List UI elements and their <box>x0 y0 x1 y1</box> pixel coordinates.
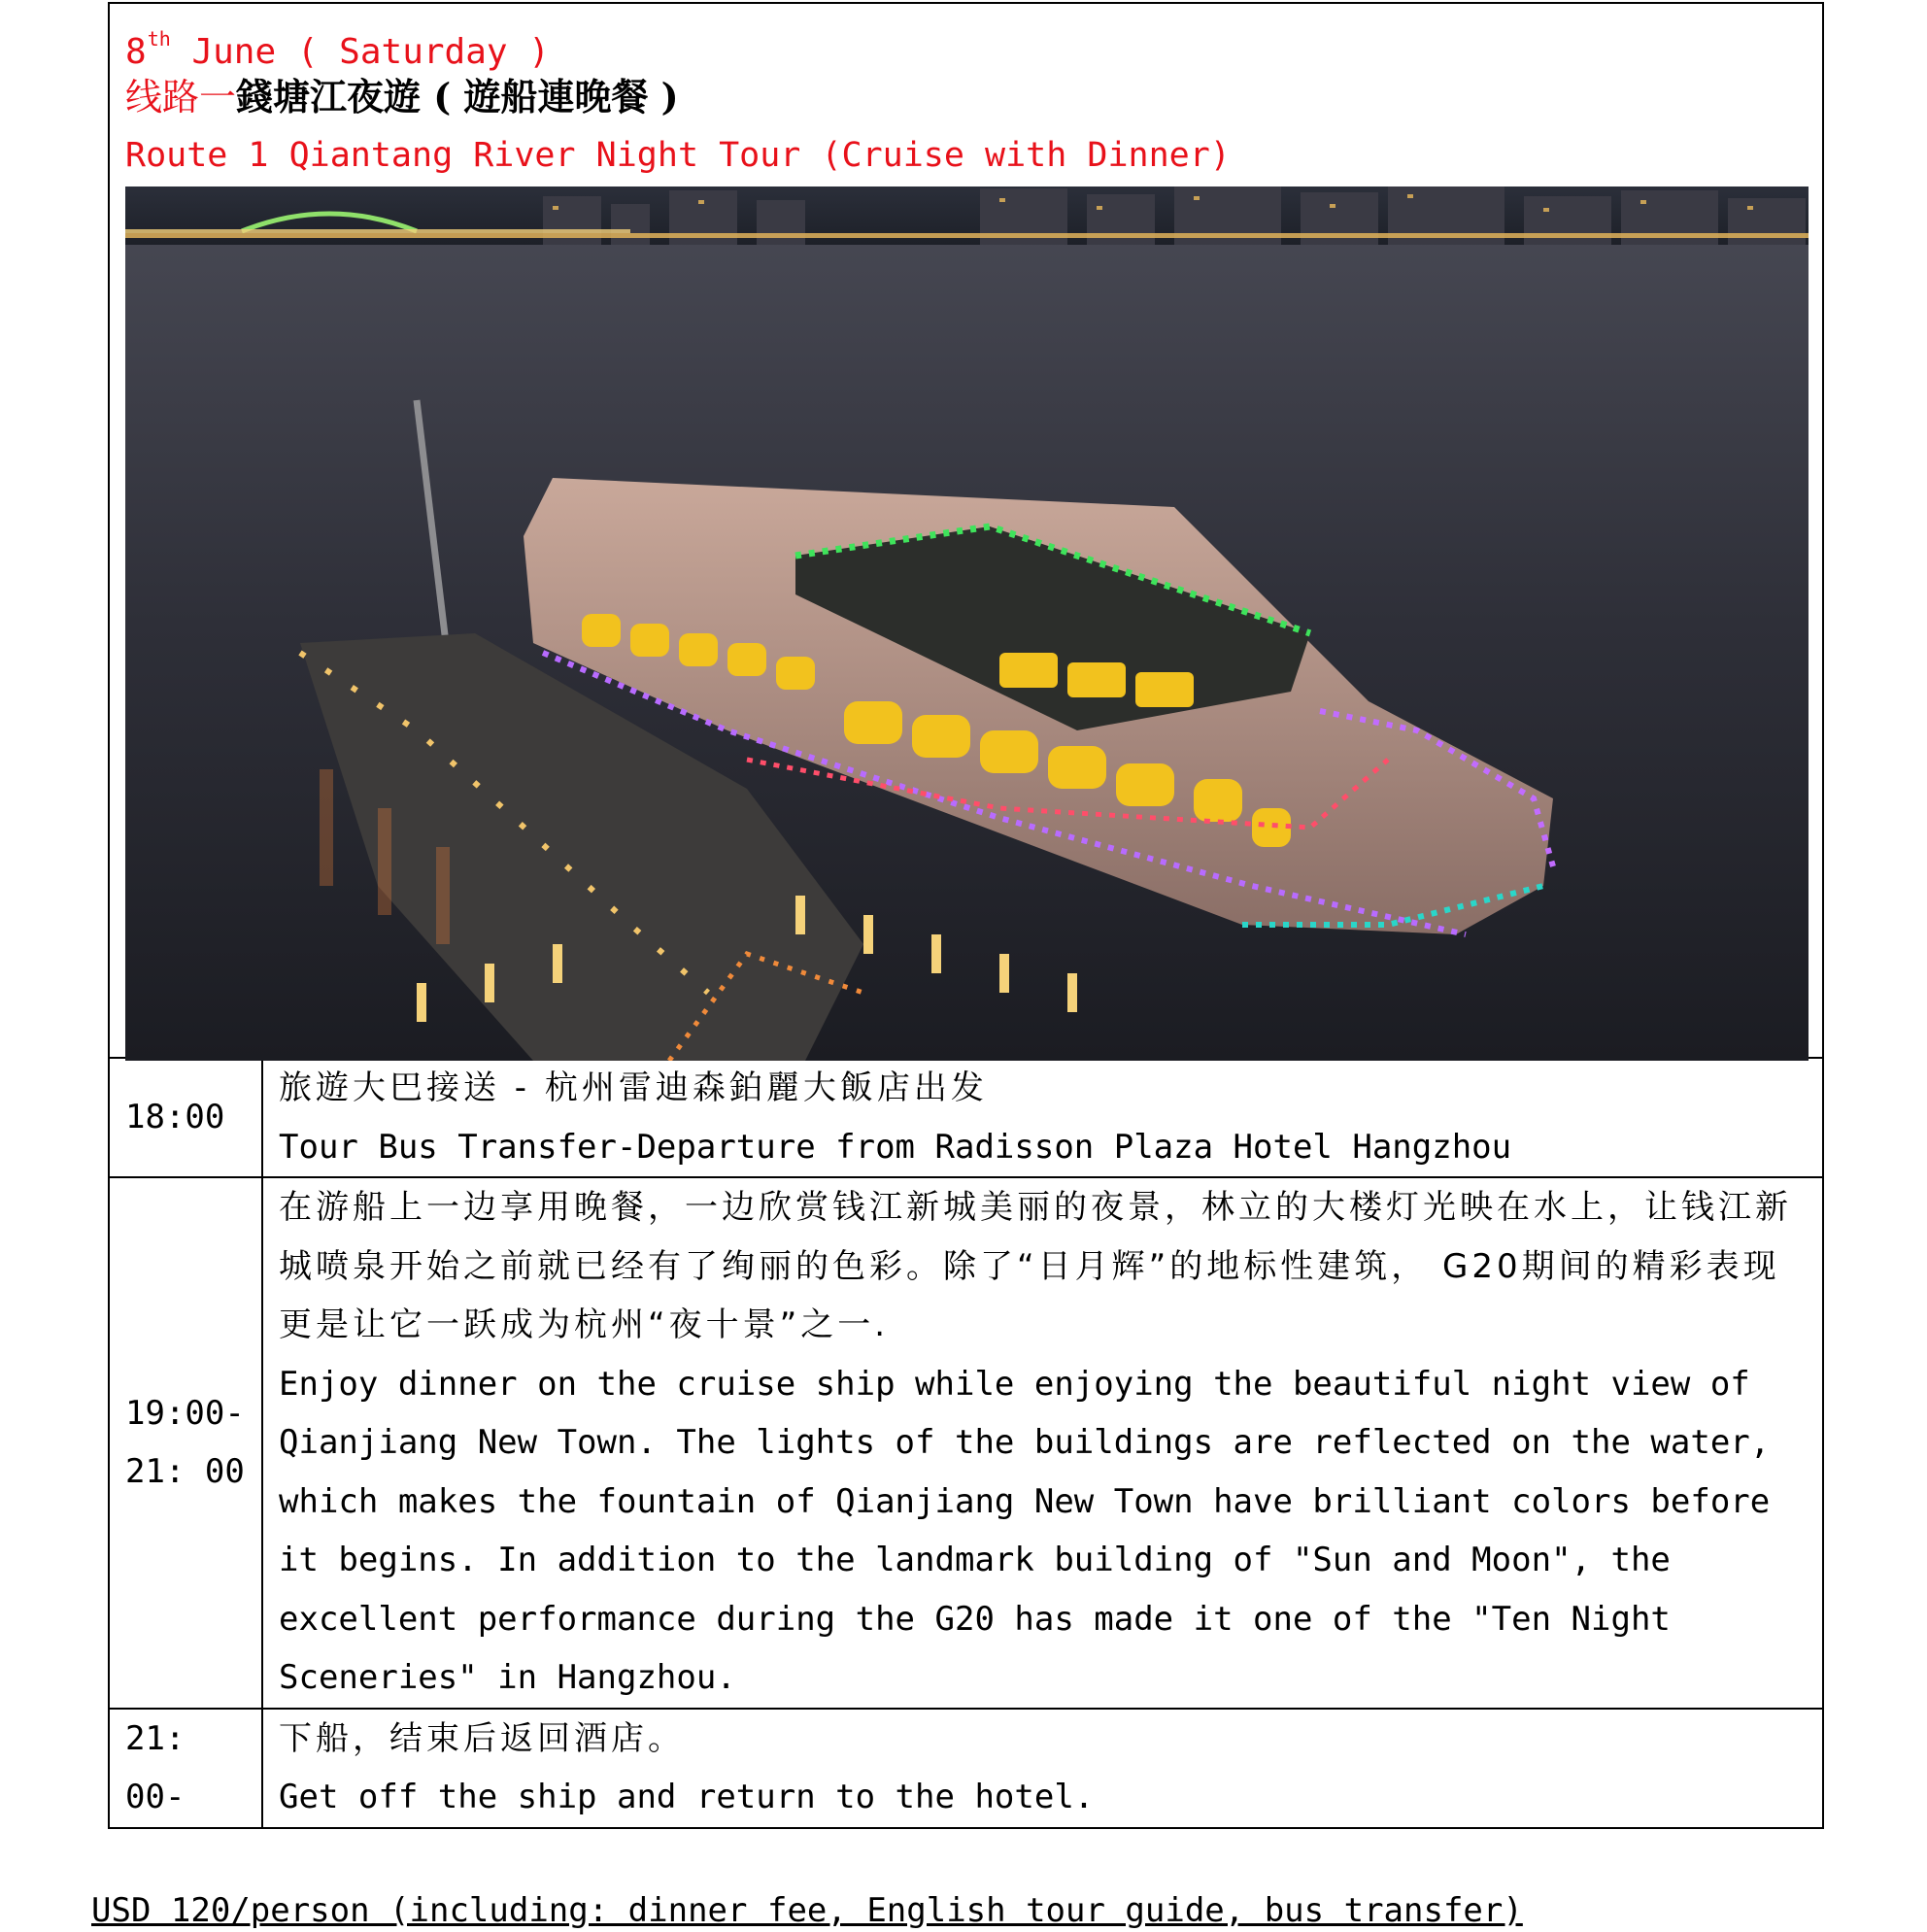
date-rest: June ( Saturday ) <box>170 32 550 72</box>
route-title-chinese <box>125 68 1807 126</box>
description-english: Enjoy dinner on the cruise ship while enjoying the beautiful night view of Qianjiang New Town. The lights of the buildings are reflected on the water, which makes the fountain of Qianjiang New Town have brilliant colors before it begins. In addition to the landmark building of "Sun and Moon", the excellent performance during the G20 has made it one of the "Ten Night Sceneries" in Hangzhou. <box>279 1364 1771 1697</box>
description-chinese: 旅遊大巴接送 - 杭州雷迪森鉑麗大飯店出发 <box>279 1068 988 1107</box>
price-note: USD 120/person (including: dinner fee, English tour guide, bus transfer) <box>91 1891 1523 1930</box>
table-row <box>109 1709 1823 1828</box>
table-row <box>109 1177 1823 1709</box>
route-number-chinese: 线路一 <box>125 76 237 119</box>
date-day: 8 <box>125 32 147 72</box>
schedule-description <box>262 1177 1823 1709</box>
description-chinese: 下船，结束后返回酒店。 <box>279 1718 685 1758</box>
schedule-description <box>262 1058 1823 1177</box>
schedule-time: 21: 00- <box>109 1709 262 1828</box>
date-heading <box>125 10 1807 72</box>
cruise-ship-night-photo <box>125 186 1809 1061</box>
route-name-chinese: 錢塘江夜遊 ( 遊船連晚餐 ) <box>236 75 679 119</box>
date-suffix: th <box>147 27 171 51</box>
schedule-time: 18:00 <box>109 1058 262 1177</box>
itinerary-sheet <box>108 2 1824 1829</box>
description-english: Get off the ship and return to the hotel. <box>279 1778 1095 1816</box>
schedule-time: 19:00-21: 00 <box>109 1177 262 1709</box>
schedule-table <box>108 1057 1824 1829</box>
table-row <box>109 1058 1823 1177</box>
description-english: Tour Bus Transfer-Departure from Radisson Plaza Hotel Hangzhou <box>279 1127 1512 1167</box>
schedule-description <box>262 1709 1823 1828</box>
description-chinese: 在游船上一边享用晚餐，一边欣赏钱江新城美丽的夜景，林立的大楼灯光映在水上，让钱江新城喷泉开始之前就已经有了绚丽的色彩。除了“日月辉”的地标性建筑， G20期间的精彩表现更是让它一跃成为杭州“夜十景”之一. <box>279 1188 1792 1344</box>
header-cell <box>108 2 1824 1057</box>
route-title-english: Route 1 Qiantang River Night Tour (Cruise with Dinner) <box>125 136 1231 175</box>
